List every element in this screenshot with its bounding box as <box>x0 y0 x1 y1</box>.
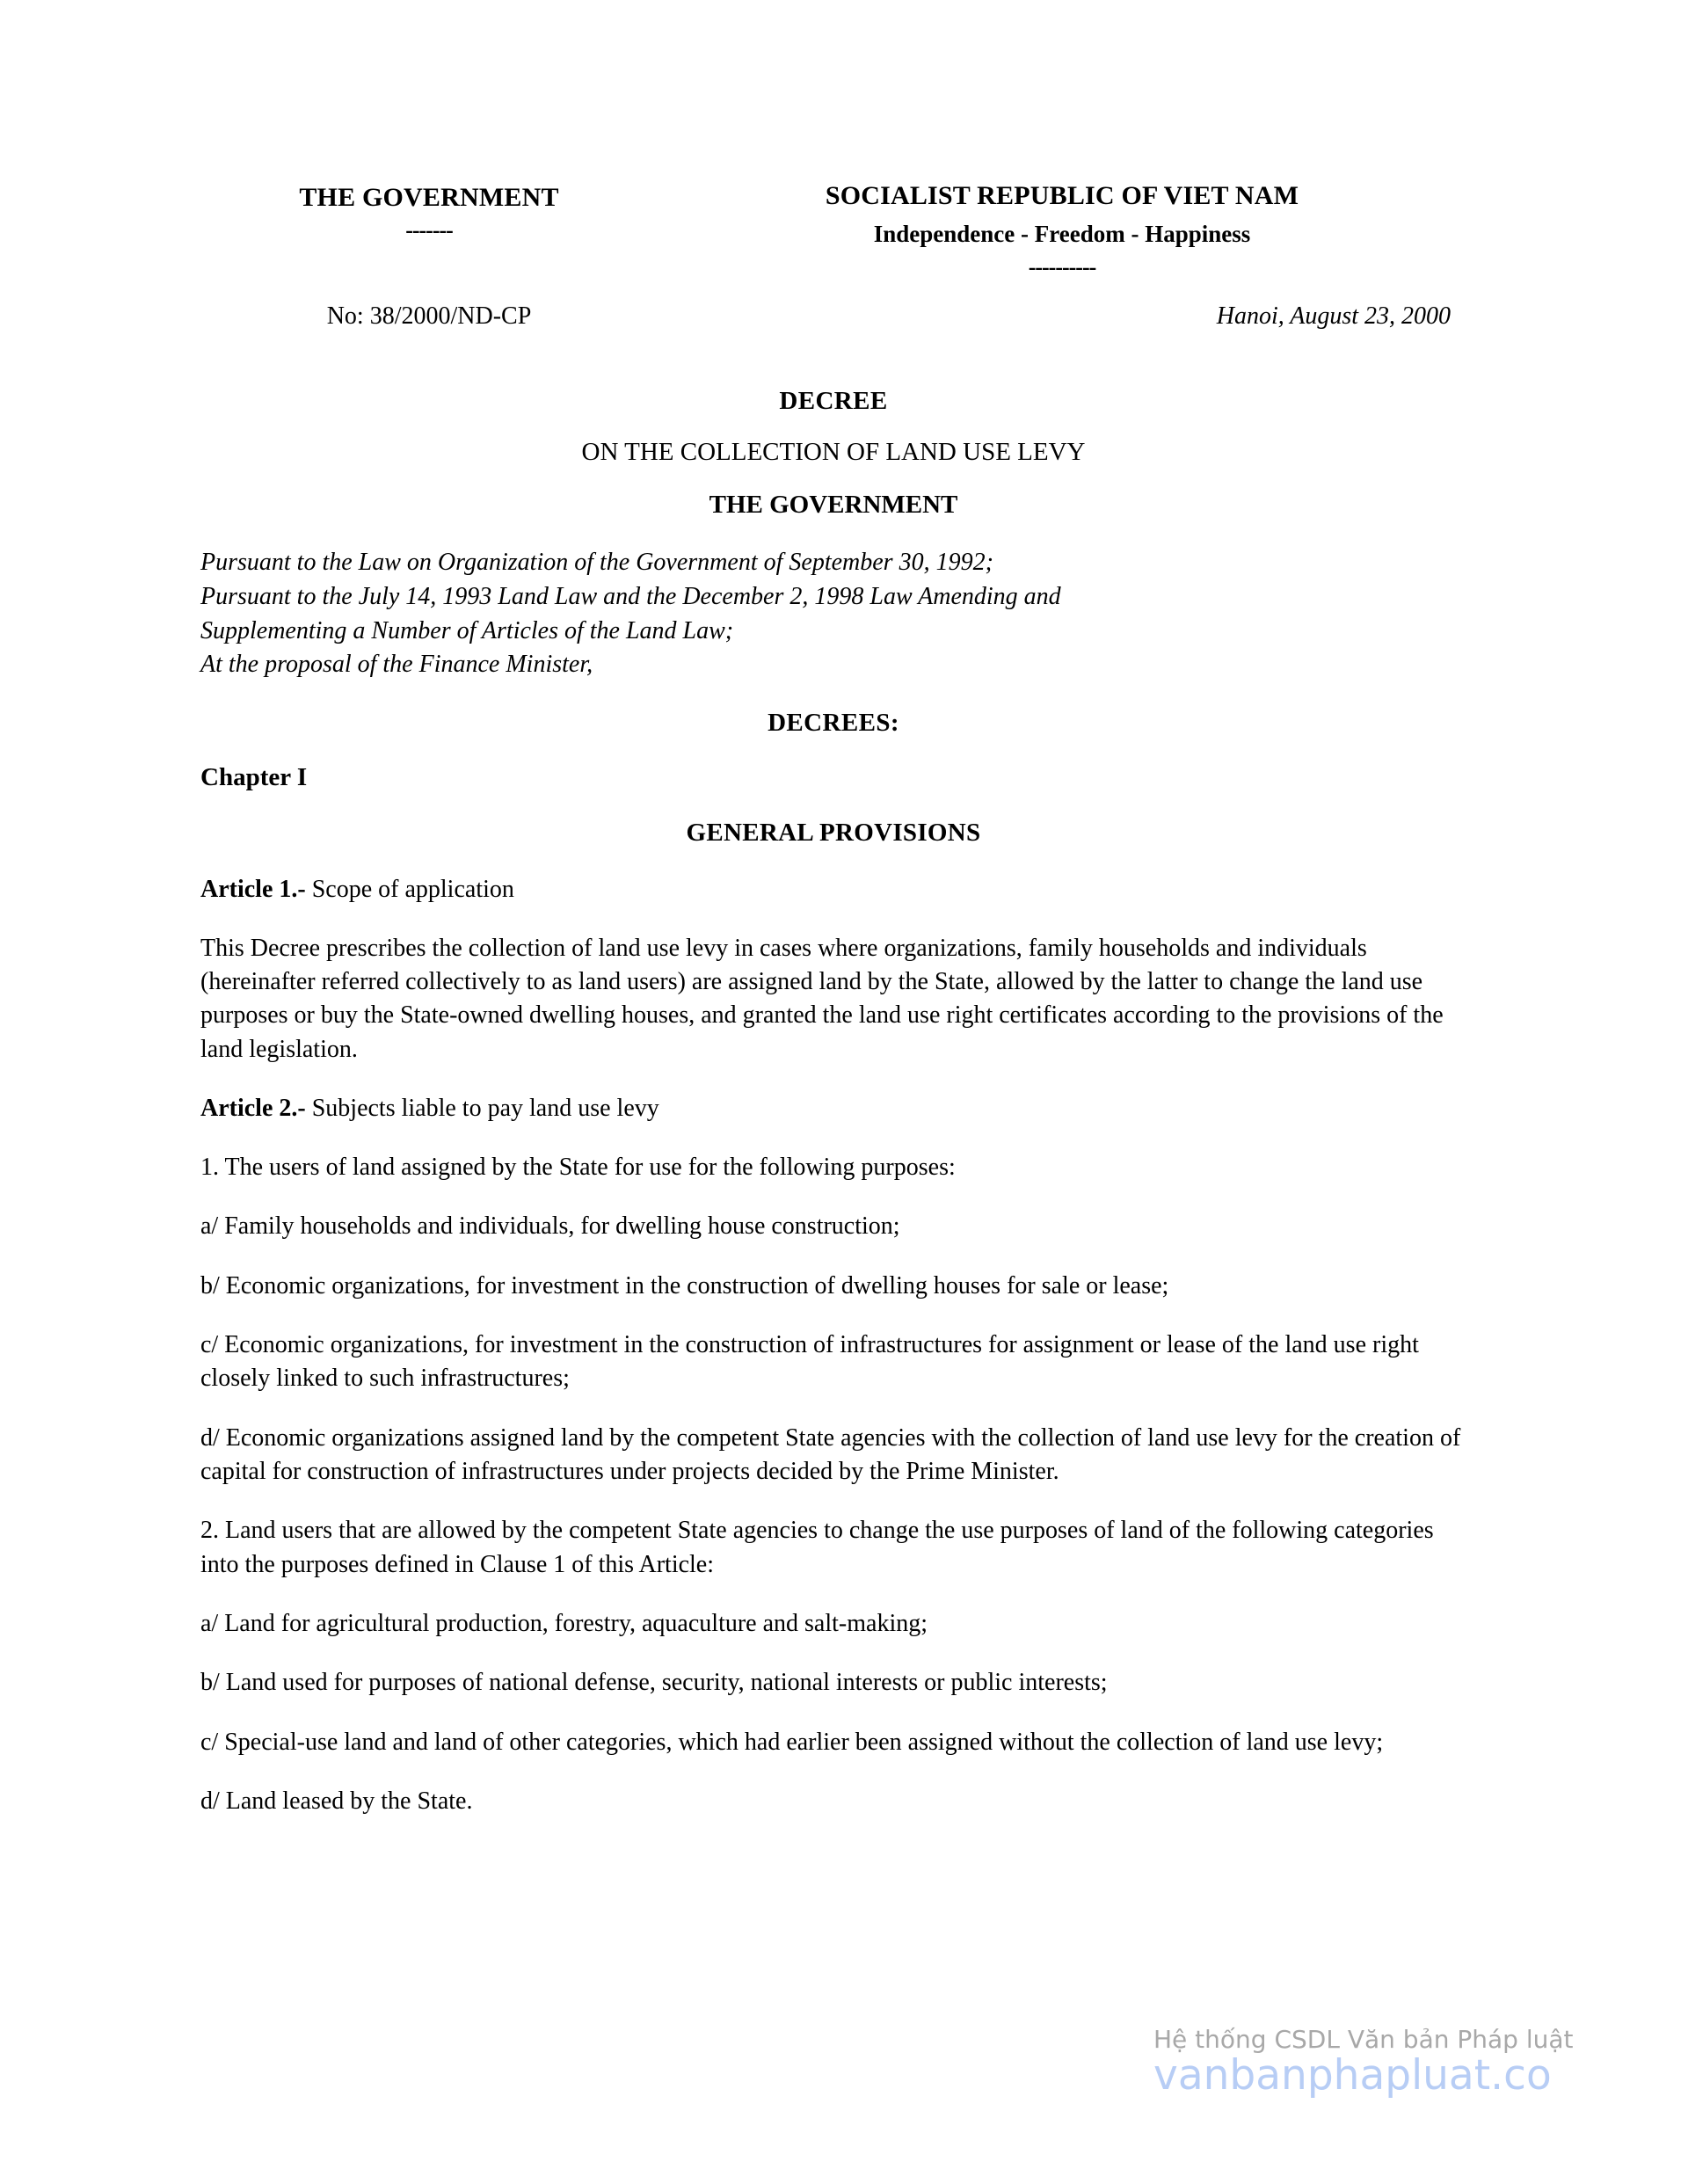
article-paragraph: d/ Land leased by the State. <box>200 1787 473 1816</box>
article-label: Article 2.- <box>200 1095 306 1123</box>
preamble-line: Supplementing a Number of Articles of the Land Law; <box>200 616 734 644</box>
issuer-heading: THE GOVERNMENT <box>709 491 958 520</box>
watermark-tagline: Hệ thống CSDL Văn bản Pháp luật <box>1153 2025 1574 2054</box>
decree-subject-title: ON THE COLLECTION OF LAND USE LEVY <box>581 438 1086 467</box>
chapter-title: GENERAL PROVISIONS <box>686 818 981 847</box>
masthead-right-block <box>658 180 1466 280</box>
left-divider-dashes: ------- <box>405 216 453 243</box>
document-number-and-date-line <box>200 302 1466 350</box>
right-divider-dashes: ---------- <box>1028 253 1096 280</box>
preamble-line: Pursuant to the July 14, 1993 Land Law and the December 2, 1998 Law Amending and <box>200 582 1061 610</box>
article-paragraph: a/ Family households and individuals, for dwelling house construction; <box>200 1212 900 1241</box>
issuing-organization: THE GOVERNMENT <box>299 183 559 212</box>
document-content <box>200 180 1466 1818</box>
article-paragraph: a/ Land for agricultural production, forestry, aquaculture and salt-making; <box>200 1610 928 1638</box>
decrees-heading: DECREES: <box>768 708 899 737</box>
article-heading <box>200 873 1466 906</box>
article-paragraph: 1. The users of land assigned by the State for use for the following purposes: <box>200 1153 956 1181</box>
chapter-number: Chapter I <box>200 762 308 791</box>
document-number: No: 38/2000/ND-CP <box>326 302 532 331</box>
article-paragraph: This Decree prescribes the collection of land use levy in cases where organizations, family households and individuals (hereinafter referred collectively to as land users) are assigned land by the State, allowed by the latter to change the land use purposes or buy the State-owned dwelling houses, and granted the land use right certificates according to the provisions of the land legislation. <box>200 934 1444 1063</box>
article-label: Article 1.- <box>200 875 306 903</box>
watermark-domain: vanbanphapluat.co <box>1153 2051 1552 2100</box>
article-heading <box>200 1092 1466 1125</box>
article-paragraph: 2. Land users that are allowed by the competent State agencies to change the use purposes of land of the following categories into the purposes defined in Clause 1 of this Article: <box>200 1517 1434 1578</box>
article-paragraph: c/ Special-use land and land of other categories, which had earlier been assigned without the collection of land use levy; <box>200 1728 1384 1756</box>
article-paragraph: b/ Economic organizations, for investment in the construction of dwelling houses for sale or lease; <box>200 1271 1169 1299</box>
decree-heading: DECREE <box>779 387 888 416</box>
preamble-line: Pursuant to the Law on Organization of the Government of September 30, 1992; <box>200 549 993 577</box>
country-name: SOCIALIST REPUBLIC OF VIET NAM <box>825 181 1299 210</box>
site-watermark <box>1153 2025 1663 2100</box>
masthead-left-block <box>200 180 658 243</box>
national-motto: Independence - Freedom - Happiness <box>873 220 1251 247</box>
article-title: Subjects liable to pay land use levy <box>305 1095 659 1123</box>
preamble-block <box>200 546 1466 682</box>
article-paragraph: d/ Economic organizations assigned land by the competent State agencies with the collection of land use levy for the creation of capital for construction of infrastructures under projects decided by the Prime Minister. <box>200 1423 1461 1485</box>
article-paragraph: c/ Economic organizations, for investment in the construction of infrastructures for assignment or lease of the land use right closely linked to such infrastructures; <box>200 1330 1419 1393</box>
article-paragraph: b/ Land used for purposes of national defense, security, national interests or public interests; <box>200 1669 1108 1697</box>
preamble-line: At the proposal of the Finance Minister, <box>200 651 593 679</box>
place-and-date: Hanoi, August 23, 2000 <box>1216 302 1451 331</box>
masthead <box>200 180 1466 280</box>
article-title: Scope of application <box>305 875 514 903</box>
